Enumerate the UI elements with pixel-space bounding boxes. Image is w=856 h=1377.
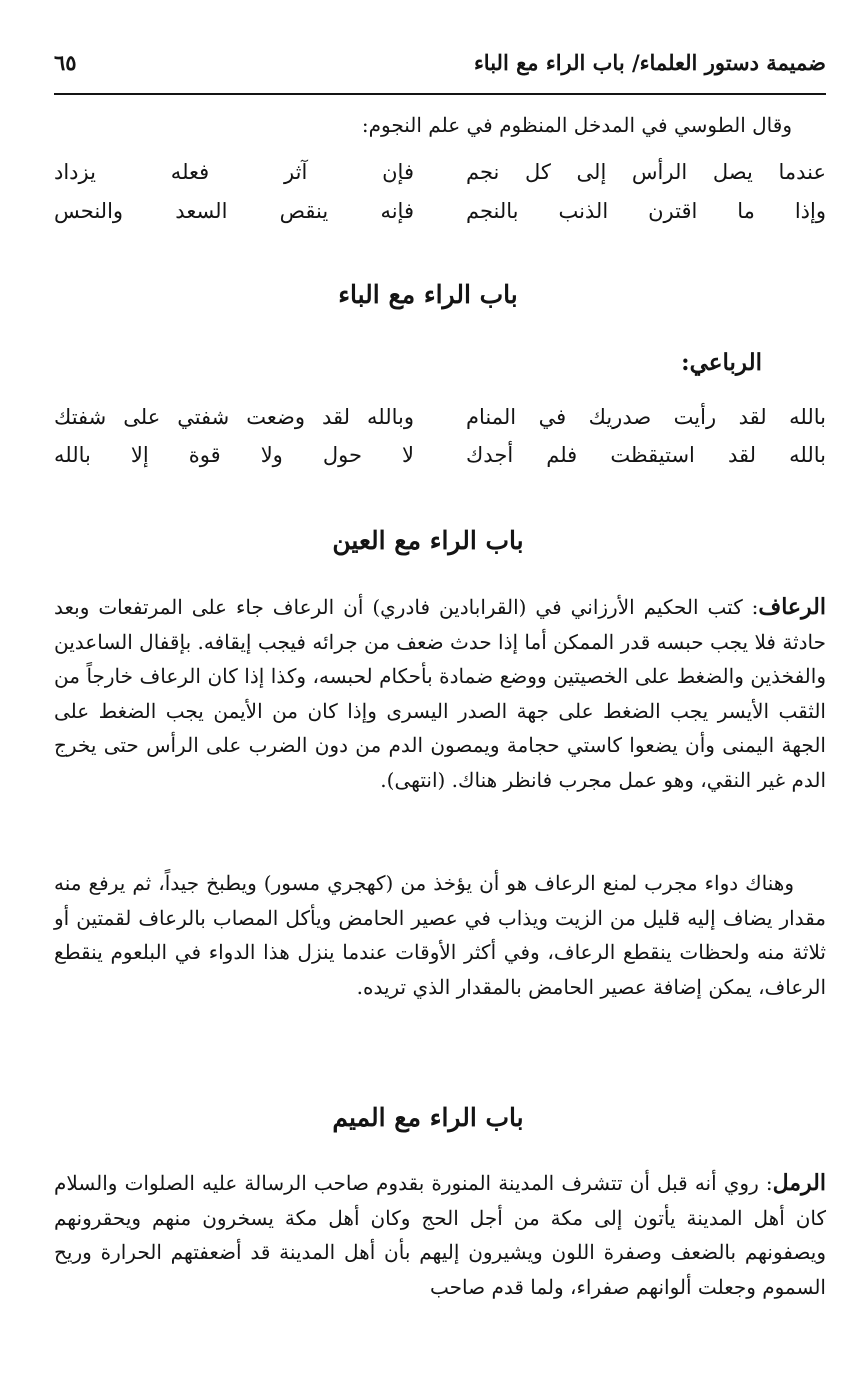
verse-first-hemistich: وإذا ما اقترن الذنب بالنجم <box>466 199 826 223</box>
poem-verse <box>54 199 826 233</box>
paragraph: وهناك دواء مجرب لمنع الرعاف هو أن يؤخذ من (كهجري مسور) ويطبخ جيداً، ثم يرفع منه مقدار يضاف إليه قليل من الزيت ويذاب في عصير الحامض ويأكل المصاب بالرعاف لقمتين أو ثلاثة منه ولحظات ينقطع الرعاف، وفي أكثر الأوقات عندما ينزل هذا الدواء في البلعوم ينقطع الرعاف، يمكن إضافة عصير الحامض بالمقدار الذي تريده. <box>54 871 826 999</box>
page-header <box>54 46 826 92</box>
verse-first-hemistich: عندما يصل الرأس إلى كل نجم <box>466 160 826 184</box>
poem-verse <box>54 405 826 439</box>
page-number: ٦٥ <box>54 50 77 75</box>
running-header-title: ضميمة دستور العلماء/ باب الراء مع الباء <box>473 50 826 75</box>
intro-line: وقال الطوسي في المدخل المنظوم في علم النجوم: <box>361 113 792 137</box>
verse-second-hemistich: فإنه ينقص السعد والنحس <box>54 199 414 223</box>
subheading: الرباعي: <box>681 349 762 376</box>
verse-second-hemistich: لا حول ولا قوة إلا بالله <box>54 443 414 467</box>
entry-text: : كتب الحكيم الأرزاني في (القرابادين فادري) أن الرعاف جاء على المرتفعات وبعد حادثة فلا يجب حبسه قدر الممكن أما إذا حدث ضعف من جرائه فيجب إيقافه. بإقفال الساعدين والفخذين والضغط على الخصيتين ووضع ضمادة بأحكام لحبسه، وكذا إذا كان الرعاف خارجاً من الثقب الأيسر يجب الضغط على جهة الصدر اليسرى وإذا كان من الأيمن يجب الضغط على الجهة اليمنى وأن يضعوا كاستي حجامة ويمصون الدم من دون الضرب على الرأس حتى يخرج الدم غير النقي، وهو عمل مجرب فانظر هناك. (انتهى). <box>54 595 826 792</box>
section-heading: باب الراء مع العين <box>332 526 524 555</box>
entry-text: : روي أنه قبل أن تتشرف المدينة المنورة بقدوم صاحب الرسالة عليه الصلوات والسلام كان أهل المدينة يأتون إلى مكة من أجل الحج وكان أهل مكة يسخرون منهم ويحقرونهم ويصفونهم بالضعف وصفرة اللون ويشيرون إليهم بأن أهل المدينة قد أضعفتهم الحرارة وريح السموم وجعلت ألوانهم صفراء، ولما قدم صاحب <box>54 1171 826 1299</box>
section-heading: باب الراء مع الباء <box>338 280 518 309</box>
verse-first-hemistich: بالله لقد استيقظت فلم أجدك <box>466 443 826 467</box>
verse-first-hemistich: بالله لقد رأيت صدريك في المنام <box>466 405 826 429</box>
header-divider <box>54 93 826 95</box>
entry-term: الرعاف <box>758 594 826 620</box>
paragraph <box>54 1166 826 1304</box>
poem-verse <box>54 160 826 194</box>
verse-second-hemistich: فإن آثر فعله يزداد <box>54 160 414 184</box>
paragraph <box>54 590 826 797</box>
section-heading: باب الراء مع الميم <box>332 1103 524 1132</box>
poem-verse <box>54 443 826 477</box>
verse-second-hemistich: وبالله لقد وضعت شفتي على شفتك <box>54 405 414 429</box>
entry-term: الرمل <box>772 1170 826 1196</box>
